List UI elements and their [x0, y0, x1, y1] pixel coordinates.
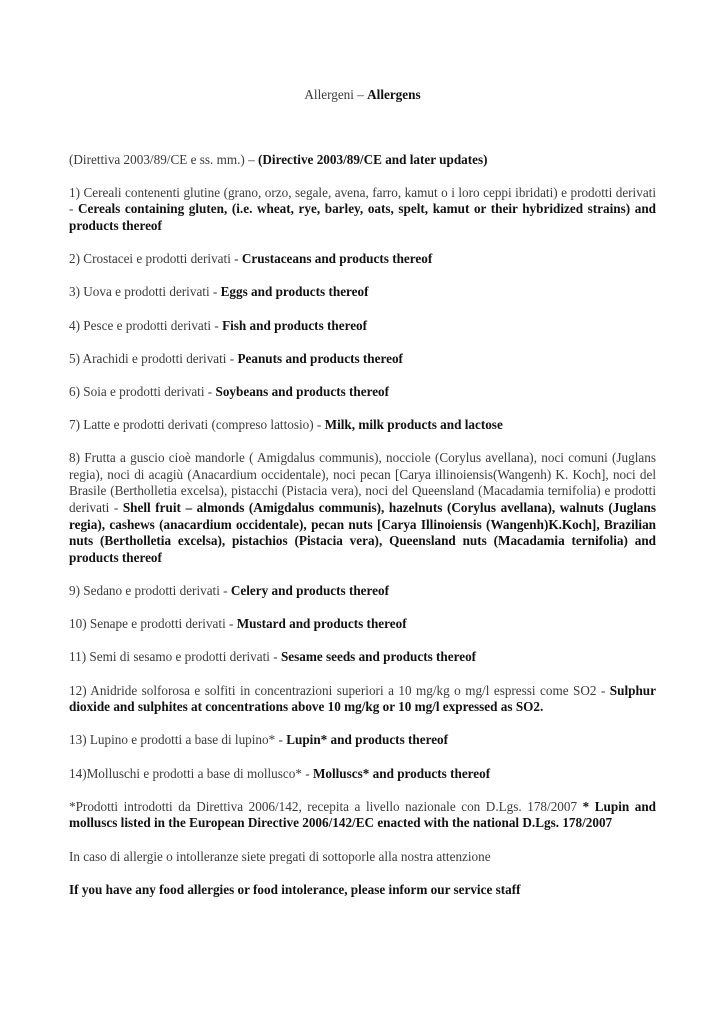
- allergen-italian: 3) Uova e prodotti derivati -: [69, 284, 221, 300]
- allergen-italian: 2) Crostacei e prodotti derivati -: [69, 251, 242, 267]
- allergen-english: Milk, milk products and lactose: [324, 417, 503, 433]
- notice-english: If you have any food allergies or food intolerance, please inform our service staff: [69, 881, 521, 897]
- title-english: Allergens: [367, 87, 421, 102]
- allergen-italian: 7) Latte e prodotti derivati (compreso lattosio) -: [69, 417, 325, 433]
- allergen-english: Celery and products thereof: [230, 583, 389, 599]
- allergen-italian: 11) Semi di sesamo e prodotti derivati -: [69, 649, 281, 665]
- allergen-italian: 8) Frutta a guscio cioè mandorle ( Amigdalus communis), nocciole (Corylus avellana), noci comuni (Juglans regia), noci di acagiù (Anacardium occidentale), noci pecan [Carya illinoiensis(Wangenh) K. Koch], noci del Brasile (Bertholletia excelsa), pistacchi (Pistacia vera), noci del Queensland (Macadamia ternifolia) e prodotti derivati -: [69, 450, 656, 516]
- allergen-item-8: [69, 450, 656, 566]
- document-page: [69, 87, 656, 915]
- directive-italian: (Direttiva 2003/89/CE e ss. mm.) –: [69, 151, 258, 167]
- allergen-english: Sulphur dioxide and sulphites at concentrations above 10 mg/kg or 10 mg/l expressed as SO2.: [69, 682, 656, 715]
- allergen-item-4: [69, 318, 656, 335]
- allergen-english: Lupin* and products thereof: [286, 732, 449, 748]
- allergen-english: Molluscs* and products thereof: [312, 765, 491, 781]
- allergen-english: Crustaceans and products thereof: [241, 251, 433, 267]
- allergen-italian: 12) Anidride solforosa e solfiti in concentrazioni superiori a 10 mg/kg o mg/l espressi come SO2 -: [69, 682, 610, 698]
- allergen-item-5: [69, 351, 656, 368]
- allergen-english: Fish and products thereof: [222, 317, 368, 333]
- allergen-item-12: [69, 683, 656, 716]
- footnote: [69, 799, 656, 832]
- allergen-english: Eggs and products thereof: [220, 284, 369, 300]
- allergen-item-10: [69, 616, 656, 633]
- allergen-english: Soybeans and products thereof: [215, 383, 390, 399]
- allergen-italian: 10) Senape e prodotti derivati -: [69, 616, 237, 632]
- allergen-english: Mustard and products thereof: [236, 616, 407, 632]
- allergen-italian: 14)Molluschi e prodotti a base di mollusco* -: [69, 765, 313, 781]
- title-italian: Allergeni –: [304, 87, 368, 102]
- allergen-italian: 6) Soia e prodotti derivati -: [69, 383, 216, 399]
- notice-english-wrap: [69, 882, 656, 899]
- page-title: [69, 87, 656, 104]
- allergen-item-7: [69, 417, 656, 434]
- allergen-item-13: [69, 732, 656, 749]
- allergen-italian: 9) Sedano e prodotti derivati -: [69, 583, 231, 599]
- footnote-italian: *Prodotti introdotti da Direttiva 2006/142, recepita a livello nazionale con D.Lgs. 178/2007: [69, 798, 583, 814]
- allergen-item-9: [69, 583, 656, 600]
- directive-english: (Directive 2003/89/CE and later updates): [258, 151, 488, 167]
- allergen-item-1: [69, 185, 656, 235]
- allergen-english: Shell fruit – almonds (Amigdalus communis), hazelnuts (Corylus avellana), walnuts (Juglans regia), cashews (anacardium occidentale), pecan nuts [Carya Illinoiensis (Wangenh)K.Koch], Brazilian nuts (Bertholletia excelsa), pistachios (Pistacia vera), Queensland nuts (Macadamia ternifolia) and products thereof: [69, 500, 656, 565]
- allergen-italian: 5) Arachidi e prodotti derivati -: [69, 350, 238, 366]
- allergen-english: Cereals containing gluten, (i.e. wheat, rye, barley, oats, spelt, kamut or their hybridized strains) and products thereof: [69, 201, 656, 233]
- footnote-english: * Lupin and molluscs listed in the European Directive 2006/142/EC enacted with the national D.Lgs. 178/2007: [69, 798, 656, 831]
- directive-line: [69, 152, 656, 169]
- allergen-italian: 1) Cereali contenenti glutine (grano, orzo, segale, avena, farro, kamut o i loro ceppi ibridati) e prodotti derivati -: [69, 184, 656, 217]
- allergen-item-6: [69, 384, 656, 401]
- allergen-item-11: [69, 649, 656, 666]
- allergen-item-14: [69, 766, 656, 783]
- allergen-english: Sesame seeds and products thereof: [280, 649, 477, 665]
- allergen-italian: 4) Pesce e prodotti derivati -: [69, 317, 223, 333]
- notice-italian: In caso di allergie o intolleranze siete pregati di sottoporle alla nostra attenzione: [69, 848, 491, 864]
- allergen-italian: 13) Lupino e prodotti a base di lupino* -: [69, 732, 287, 748]
- allergen-english: Peanuts and products thereof: [237, 350, 403, 366]
- allergen-item-3: [69, 284, 656, 301]
- allergen-item-2: [69, 251, 656, 268]
